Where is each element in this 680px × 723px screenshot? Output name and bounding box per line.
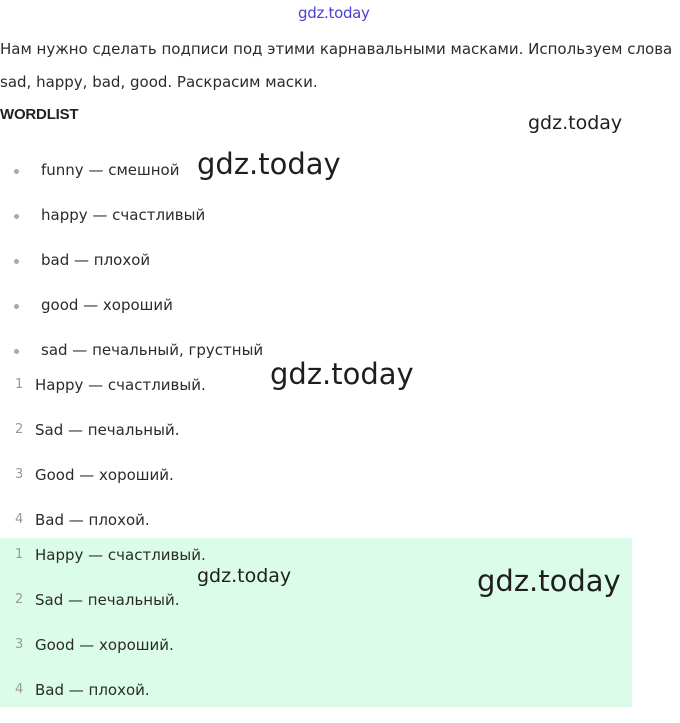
list-item: [0, 678, 206, 723]
answer-text: Bad — плохой.: [35, 681, 150, 699]
answer-text: Happy — счастливый.: [35, 376, 206, 394]
item-number: 4: [15, 512, 24, 527]
answer-text: Sad — печальный.: [35, 591, 180, 609]
wordlist-entry: bad — плохой: [41, 251, 151, 269]
item-number: 3: [15, 637, 24, 652]
watermark: gdz.today: [477, 564, 621, 598]
wordlist-heading: WORDLIST: [0, 106, 79, 123]
item-number: 2: [15, 422, 24, 437]
wordlist-entry: funny — смешной: [41, 161, 180, 179]
wordlist-entry: happy — счастливый: [41, 206, 206, 224]
intro-paragraph: Нам нужно сделать подписи под этими карнавальными масками. Используем слова sad, happy, bad, good. Раскрасим маски.: [0, 40, 673, 91]
list-item: [0, 633, 206, 678]
item-number: 1: [15, 547, 24, 562]
list-item: [14, 248, 263, 293]
list-item: [0, 463, 206, 508]
site-logo[interactable]: gdz.today: [298, 4, 370, 22]
list-item: [0, 588, 206, 633]
list-item: [0, 543, 206, 588]
answer-text: Good — хороший.: [35, 636, 174, 654]
list-item: [14, 203, 263, 248]
watermark: gdz.today: [197, 147, 341, 181]
answer-list: [0, 373, 206, 553]
watermark: gdz.today: [197, 565, 292, 587]
list-item: [0, 373, 206, 418]
item-number: 2: [15, 592, 24, 607]
answer-text: Bad — плохой.: [35, 511, 150, 529]
list-item: [14, 293, 263, 338]
answer-text: Good — хороший.: [35, 466, 174, 484]
bullet-icon: [14, 169, 19, 174]
wordlist: [14, 158, 263, 383]
item-number: 1: [15, 377, 24, 392]
item-number: 4: [15, 682, 24, 697]
wordlist-entry: sad — печальный, грустный: [41, 341, 264, 359]
highlighted-answer-list: [0, 543, 206, 723]
watermark: gdz.today: [528, 112, 623, 134]
watermark: gdz.today: [270, 357, 414, 391]
item-number: 3: [15, 467, 24, 482]
bullet-icon: [14, 304, 19, 309]
bullet-icon: [14, 349, 19, 354]
list-item: [0, 418, 206, 463]
bullet-icon: [14, 214, 19, 219]
answer-text: Sad — печальный.: [35, 421, 180, 439]
answer-text: Happy — счастливый.: [35, 546, 206, 564]
bullet-icon: [14, 259, 19, 264]
wordlist-entry: good — хороший: [41, 296, 173, 314]
